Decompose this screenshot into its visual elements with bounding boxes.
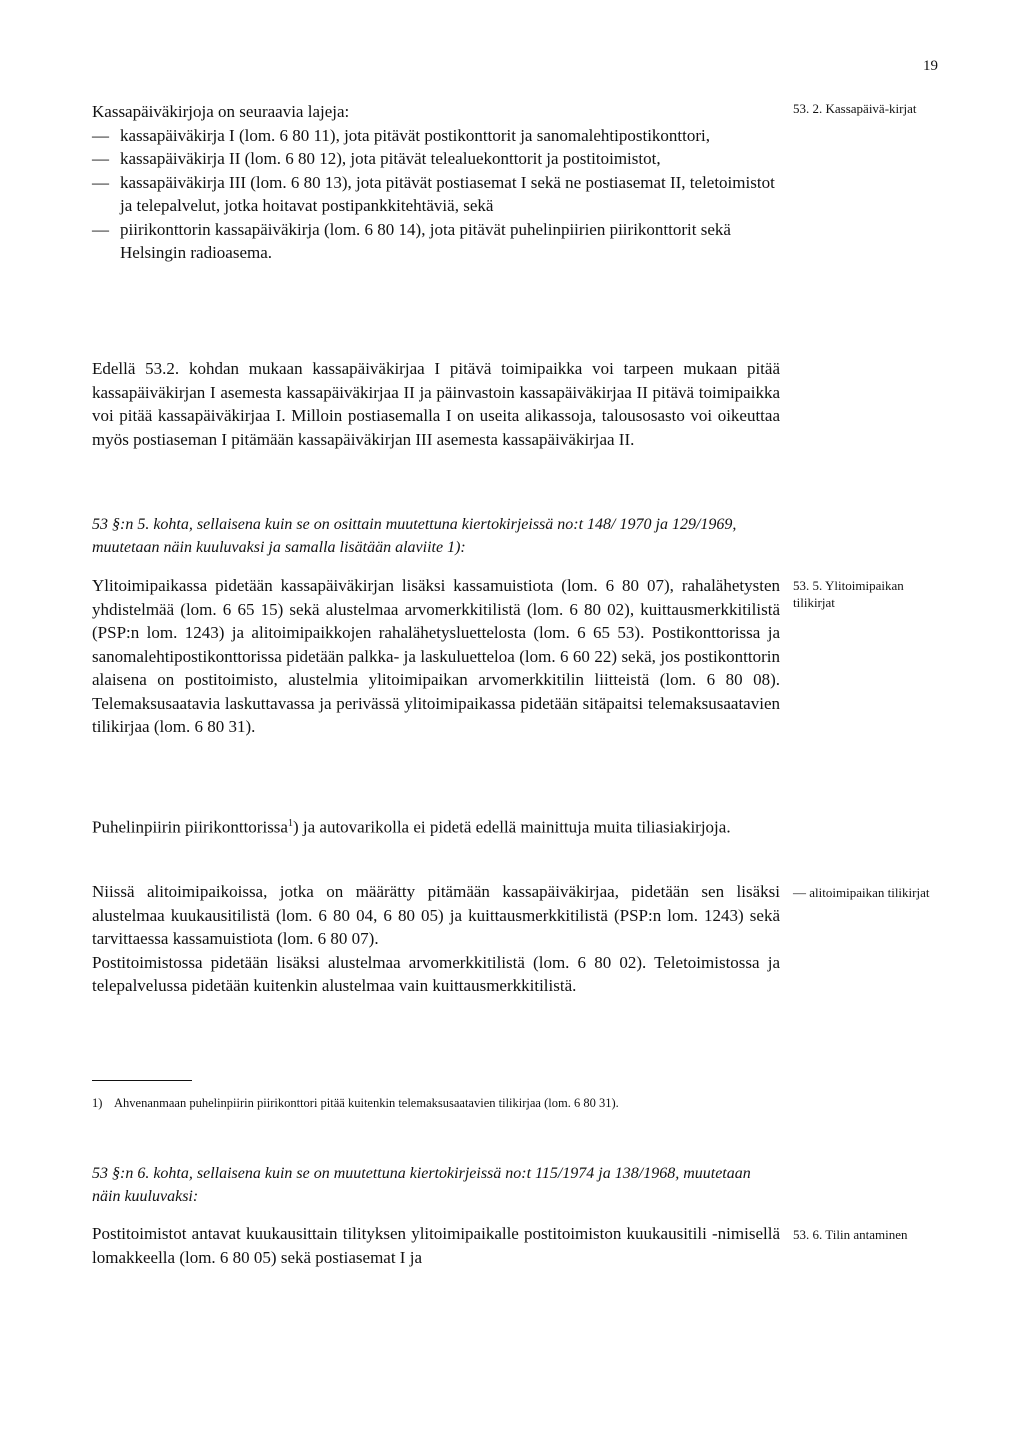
paragraph-text: ) ja autovarikolla ei pidetä edellä mainittuja muita tiliasiakirjoja. [292, 817, 731, 837]
footnote-divider [92, 1080, 192, 1081]
footnote-text: Ahvenanmaan puhelinpiirin piirikonttori pitää kuitenkin telemaksusaatavien tilikirjaa (lom. 6 80 31). [114, 1096, 619, 1110]
dash-marker: — [92, 219, 109, 239]
paragraph-53-5-2 [92, 812, 780, 839]
paragraph-53-6 [92, 1222, 780, 1269]
dash-marker: — [92, 172, 109, 192]
section-heading-53-6: 53 §:n 6. kohta, sellaisena kuin se on muutettuna kiertokirjeissä no:t 115/1974 ja 138/1968, muutetaan näin kuuluvaksi: [92, 1165, 751, 1205]
paragraph-text: Puhelinpiirin piirikonttorissa [92, 817, 288, 837]
body-paragraph [92, 812, 780, 839]
footnote-reference[interactable]: 1 [287, 818, 293, 829]
list-item [92, 218, 780, 265]
margin-note-53-6: 53. 6. Tilin antaminen [793, 1227, 908, 1242]
paragraph-53-5-1 [92, 574, 780, 739]
margin-note-53-5: 53. 5. Ylitoimipaikan tilikirjat [793, 578, 904, 610]
paragraph-53-2 [92, 357, 780, 451]
body-paragraph: Edellä 53.2. kohdan mukaan kassapäiväkirjaa I pitävä toimipaikka voi tarpeen mukaan pitää kassapäiväkirjan I asemesta kassapäiväkirjaa II ja päinvastoin kassapäiväkirjaa II pitävä toimipaikka voi pitää kassapäiväkirjaa I. Milloin postiasemalla I on useita alikassoja, talousosasto voi oikeuttaa myös postiaseman I pitämään kassapäiväkirjan III asemesta kassapäiväkirjaa II. [92, 359, 780, 449]
list-item-text: piirikonttorin kassapäiväkirja (lom. 6 80 14), jota pitävät puhelinpiirien piirikonttorit sekä Helsingin radioasema. [120, 219, 731, 262]
margin-note-53-2: 53. 2. Kassapäivä-kirjat [793, 101, 917, 116]
list-item [92, 124, 780, 148]
footnote-marker: 1) [92, 1096, 103, 1110]
list-item-text: kassapäiväkirja I (lom. 6 80 11), jota pitävät postikonttorit ja sanomalehtipostikonttori, [120, 125, 711, 145]
list-item-text: kassapäiväkirja III (lom. 6 80 13), jota pitävät postiasemat I sekä ne postiasemat II, teletoimistot ja telepalvelut, jotka hoitavat postipankkitehtäviä, sekä [120, 172, 775, 215]
list-item [92, 171, 780, 218]
dash-marker: — [92, 125, 109, 145]
list-item [92, 147, 780, 171]
list-intro: Kassapäiväkirjoja on seuraavia lajeja: [92, 102, 350, 121]
footnote [92, 1094, 780, 1112]
body-paragraph: Niissä alitoimipaikoissa, jotka on määrätty pitämään kassapäiväkirjaa, pidetään sen lisäksi alustelmaa kuukausitilistä (lom. 6 80 04, 6 80 05) ja kuittausmerkkitilistä (PSP:n lom. 1243) sekä tarvittaessa kassamuistiota (lom. 6 80 07). [92, 882, 780, 948]
paragraph-53-5-3 [92, 880, 780, 998]
body-paragraph: Postitoimistot antavat kuukausittain tilityksen ylitoimipaikalle postitoimiston kuukausitili -nimisellä lomakkeella (lom. 6 80 05) sekä postiasemat I ja [92, 1224, 780, 1267]
section-heading-53-5: 53 §:n 5. kohta, sellaisena kuin se on osittain muutettuna kiertokirjeissä no:t 148/ 1970 ja 129/1969, muutetaan näin kuuluvaksi ja samalla lisätään alaviite 1): [92, 516, 737, 556]
margin-note-alitoimipaikka: — alitoimipaikan tilikirjat [793, 885, 930, 900]
cashbook-type-list [92, 124, 780, 265]
section-53-2 [92, 100, 780, 265]
body-paragraph: Ylitoimipaikassa pidetään kassapäiväkirjan lisäksi kassamuistiota (lom. 6 80 07), rahalähetysten yhdistelmää (lom. 6 65 15) sekä alustelmaa arvomerkkitilistä (lom. 6 80 02), kuittausmerkkitilistä (PSP:n lom. 1243) ja alitoimipaikkojen rahalähetysluettelosta (lom. 6 65 53). Postikonttorissa ja sanomalehtipostikonttorissa pidetään palkka- ja laskuluetteloa (lom. 6 60 22) sekä, jos postikonttorin alaisena on postitoimisto, alustelmia ylitoimipaikan arvomerkkitilin liitteistä (lom. 6 80 08). Telemaksusaatavia laskuttavassa ja perivässä ylitoimipaikassa pidetään sitäpaitsi telemaksusaatavien tilikirjaa (lom. 6 80 31). [92, 576, 780, 736]
list-item-text: kassapäiväkirja II (lom. 6 80 12), jota pitävät telealuekonttorit ja postitoimistot, [120, 149, 661, 168]
body-paragraph: Postitoimistossa pidetään lisäksi alustelmaa arvomerkkitilistä (lom. 6 80 02). Teletoimistossa ja telepalvelussa pidetään kuitenkin alustelmaa vain kuittausmerkkitilistä. [92, 952, 780, 995]
dash-marker: — [92, 149, 109, 168]
page-number: 19 [923, 58, 938, 74]
